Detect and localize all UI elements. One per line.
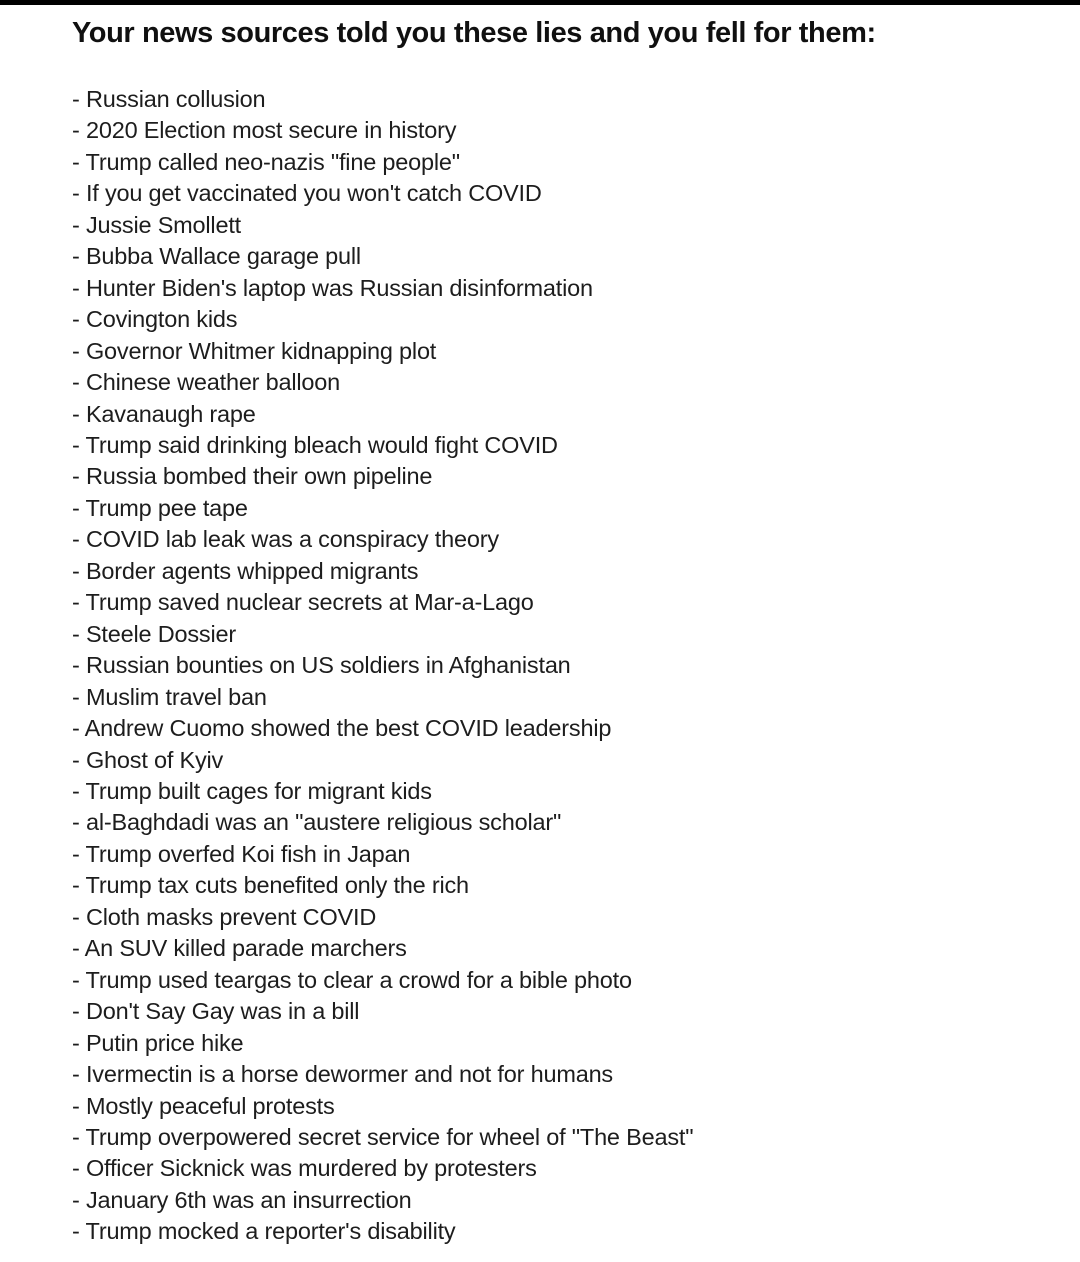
claim-item: - Jussie Smollett — [72, 211, 241, 238]
post-content — [72, 5, 1050, 1248]
claim-item: - Muslim travel ban — [72, 683, 267, 710]
claim-item: - Trump overpowered secret service for wheel of "The Beast" — [72, 1123, 694, 1150]
claim-item: - An SUV killed parade marchers — [72, 935, 407, 962]
claim-item: - Russia bombed their own pipeline — [72, 463, 433, 490]
claim-item: - Border agents whipped migrants — [72, 557, 419, 584]
claim-item: - 2020 Election most secure in history — [72, 117, 457, 144]
claim-item: - Ghost of Kyiv — [72, 746, 224, 773]
claim-item: - Trump mocked a reporter's disability — [72, 1218, 456, 1245]
claim-item: - Governor Whitmer kidnapping plot — [72, 337, 437, 364]
claim-item: - Russian collusion — [72, 86, 266, 112]
claim-item: - Russian bounties on US soldiers in Afghanistan — [72, 652, 571, 679]
claim-item: - Trump used teargas to clear a crowd for a bible photo — [72, 966, 632, 993]
claim-item: - Don't Say Gay was in a bill — [72, 998, 360, 1025]
post-title: Your news sources told you these lies and you fell for them: — [72, 17, 876, 49]
claim-item: - Trump called neo-nazis "fine people" — [72, 148, 460, 175]
claim-item: - Chinese weather balloon — [72, 369, 341, 396]
claim-item: - Trump pee tape — [72, 494, 248, 521]
claim-item: - Kavanaugh rape — [72, 400, 256, 427]
claim-item: - Officer Sicknick was murdered by protesters — [72, 1155, 537, 1182]
claim-item: - January 6th was an insurrection — [72, 1186, 412, 1213]
claim-item: - Steele Dossier — [72, 620, 236, 647]
claim-item: - Cloth masks prevent COVID — [72, 903, 377, 930]
claim-item: - Trump said drinking bleach would fight COVID — [72, 431, 558, 458]
claim-item: - COVID lab leak was a conspiracy theory — [72, 526, 499, 553]
claim-item: - Putin price hike — [72, 1029, 244, 1056]
claim-item: - If you get vaccinated you won't catch COVID — [72, 180, 542, 207]
claim-item: - Trump built cages for migrant kids — [72, 777, 432, 804]
claim-item: - Mostly peaceful protests — [72, 1092, 335, 1119]
claim-item: - Trump tax cuts benefited only the rich — [72, 872, 469, 899]
claim-item: - Ivermectin is a horse dewormer and not for humans — [72, 1061, 613, 1088]
claim-item: - Bubba Wallace garage pull — [72, 243, 361, 270]
claim-item: - Trump overfed Koi fish in Japan — [72, 840, 411, 867]
claim-item: - Hunter Biden's laptop was Russian disinformation — [72, 274, 593, 301]
claim-item: - Trump saved nuclear secrets at Mar-a-Lago — [72, 589, 534, 616]
claims-list — [72, 84, 1050, 1248]
claim-item: - Andrew Cuomo showed the best COVID leadership — [72, 715, 612, 742]
claim-item: - al-Baghdadi was an "austere religious scholar" — [72, 809, 562, 836]
claim-item: - Covington kids — [72, 306, 238, 333]
